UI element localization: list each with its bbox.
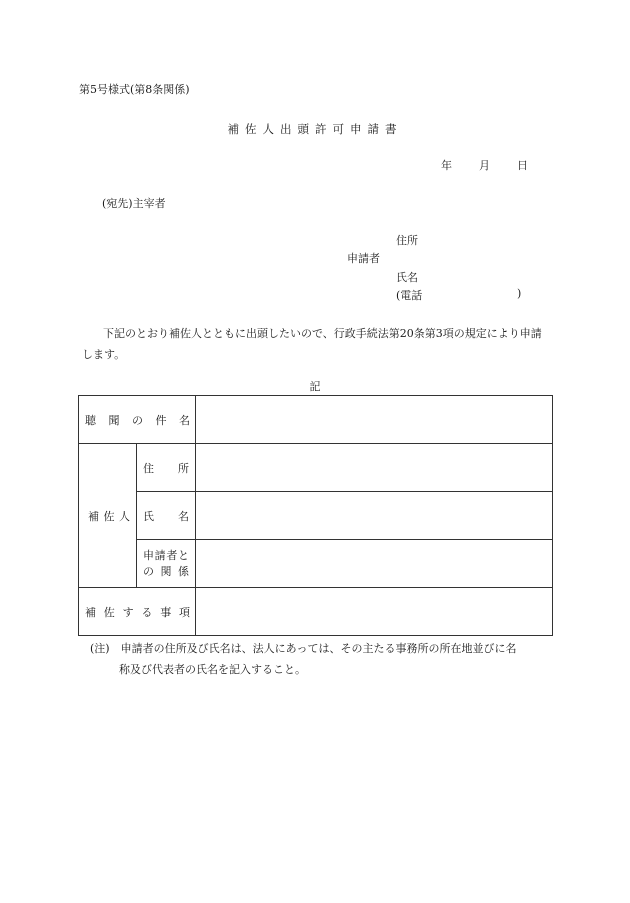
table-row-hearing-subject [79, 396, 553, 444]
table-row-assistant-relation [79, 540, 553, 588]
assist-matters-label: 補佐する事項 [79, 588, 196, 636]
addressee: (宛先)主宰者 [102, 197, 166, 210]
applicant-phone-line [396, 287, 522, 303]
relation-label [137, 540, 196, 588]
applicant-phone-close: ) [517, 287, 522, 300]
applicant-role-label: 申請者 [347, 252, 380, 265]
relation-label-line2: の関係 [143, 564, 189, 578]
hearing-subject-label: 聴聞の件名 [79, 396, 196, 444]
assistant-address-field[interactable] [196, 444, 553, 492]
request-text: 下記のとおり補佐人とともに出頭したいので、行政手続法第20条第3項の規定により申請します。 [82, 327, 542, 361]
assistant-address-label: 住所 [137, 444, 196, 492]
applicant-phone-label: (電話 [396, 289, 423, 302]
table-row-assistant-name [79, 492, 553, 540]
date-day-label: 日 [517, 159, 528, 172]
footnote-line2: 称及び代表者の氏名を記入すること。 [119, 663, 306, 676]
relation-label-line1: 申請者と [143, 548, 189, 562]
date-month-label: 月 [479, 159, 490, 172]
footnote [90, 638, 516, 680]
applicant-address-label: 住所 [396, 234, 418, 247]
document-title: 補佐人出頭許可申請書 [227, 122, 403, 136]
request-body [82, 323, 552, 365]
table-row-assistant-address [79, 444, 553, 492]
hearing-subject-field[interactable] [196, 396, 553, 444]
assist-matters-field[interactable] [196, 588, 553, 636]
footnote-line1: (注) 申請者の住所及び氏名は、法人にあっては、その主たる事務所の所在地並びに名 [90, 642, 517, 655]
form-number: 第5号様式(第8条関係) [79, 83, 190, 96]
assistant-label: 補佐人 [79, 444, 137, 588]
applicant-name-label: 氏名 [396, 271, 418, 284]
assistant-name-field[interactable] [196, 492, 553, 540]
date-year-label: 年 [441, 159, 452, 172]
record-heading: 記 [309, 380, 321, 393]
relation-field[interactable] [196, 540, 553, 588]
assistant-name-label: 氏名 [137, 492, 196, 540]
date-line [441, 157, 528, 173]
table-row-assist-matters [79, 588, 553, 636]
record-table [78, 395, 553, 636]
